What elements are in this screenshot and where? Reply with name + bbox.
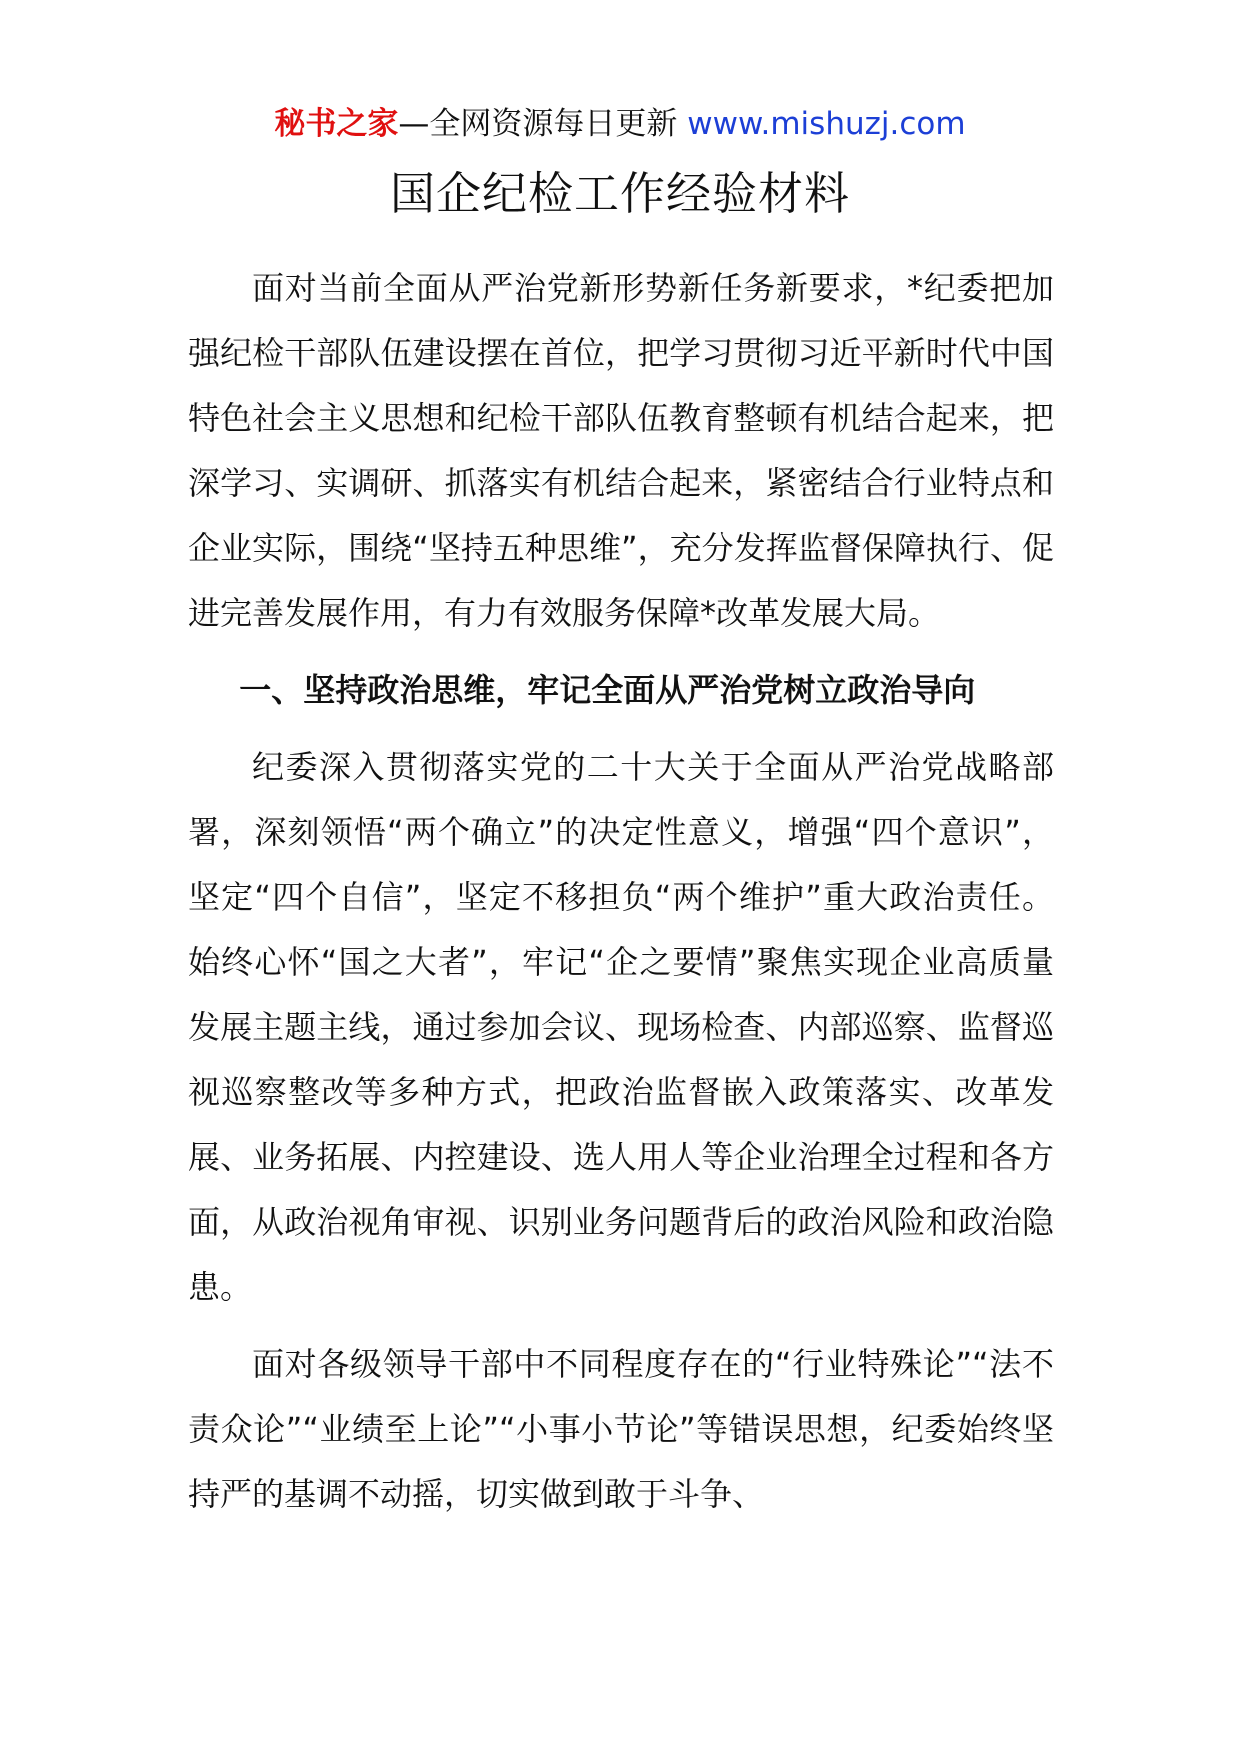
paragraph-intro: 面对当前全面从严治党新形势新任务新要求，*纪委把加强纪检干部队伍建设摆在首位，把学习贯彻习近平新时代中国特色社会主义思想和纪检干部队伍教育整顿有机结合起来，把深学习、实调研、抓落实有机结合起来，紧密结合行业特点和企业实际，围绕“坚持五种思维”，充分发挥监督保障执行、促进完善发展作用，有力有效服务保障*改革发展大局。: [188, 269, 1054, 632]
document-body: [188, 256, 1054, 1527]
paragraph-political-supervision: 纪委深入贯彻落实党的二十大关于全面从严治党战略部署，深刻领悟“两个确立”的决定性意义，增强“四个意识”，坚定“四个自信”，坚定不移担负“两个维护”重大政治责任。始终心怀“国之大者”，牢记“企之要情”聚焦实现企业高质量发展主题主线，通过参加会议、现场检查、内部巡察、监督巡视巡察整改等多种方式，把政治监督嵌入政策落实、改革发展、业务拓展、内控建设、选人用人等企业治理全过程和各方面，从政治视角审视、识别业务问题背后的政治风险和政治隐患。: [188, 748, 1054, 1306]
site-tagline: —全网资源每日更新: [398, 106, 678, 142]
section-heading-1: 一、坚持政治思维，牢记全面从严治党树立政治导向: [239, 671, 976, 709]
paragraph-strict-tone: 面对各级领导干部中不同程度存在的“行业特殊论”“法不责众论”“业绩至上论”“小事小节论”等错误思想，纪委始终坚持严的基调不动摇，切实做到敢于斗争、: [188, 1345, 1054, 1513]
site-url-link[interactable]: www.mishuzj.com: [687, 106, 966, 142]
site-header: [0, 102, 1240, 146]
document-title: 国企纪检工作经验材料: [389, 167, 850, 220]
site-brand: 秘书之家: [274, 106, 399, 142]
